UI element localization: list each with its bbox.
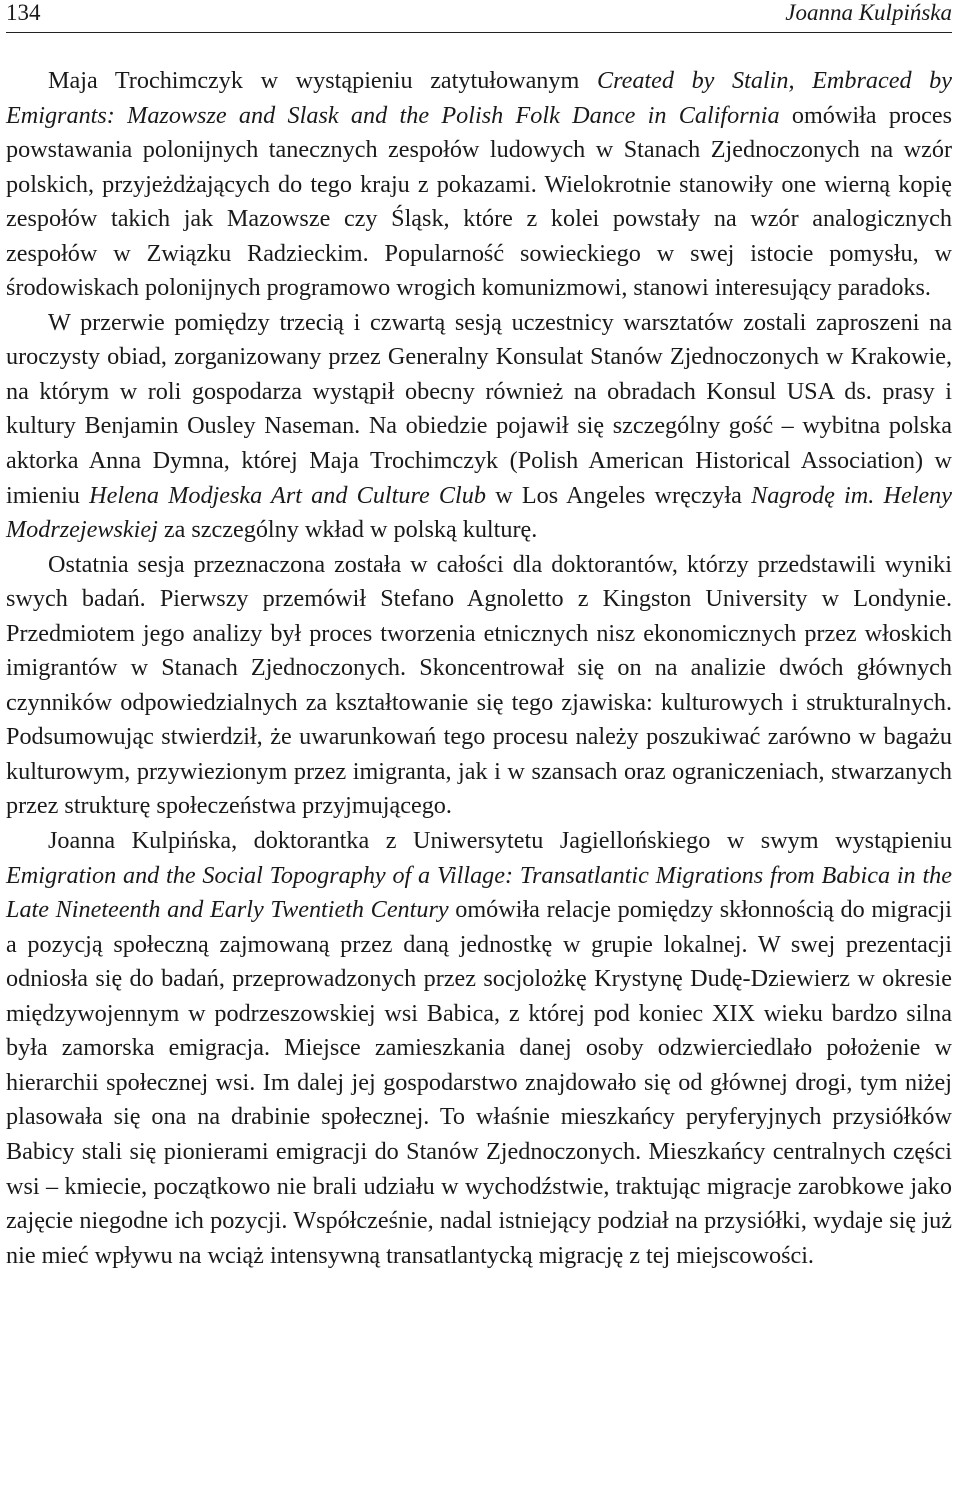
text-run-italic: Created by Stalin, Embraced by Emigrants: Mazowsze and Slask and the Polish Folk Dance in California [6,67,952,129]
text-run: Ostatnia sesja przeznaczona została w całości dla doktorantów, którzy przedstawili wyniki swych badań. Pierwszy przemówił Stefano Agnoletto z Kingston University w Londynie. Przedmiotem jego analizy był proces tworzenia etnicznych nisz ekonomicznych przez włoskich imigrantów w Stanach Zjednoczonych. Skoncentrował się on na analizie dwóch głównych czynników odpowiedzialnych za kształtowanie się tego zjawiska: kulturowych i strukturalnych. Podsumowując stwierdził, że uwarunkowań tego procesu należy poszukiwać zarówno w bagażu kulturowym, przywiezionym przez imigranta, jak i w szansach oraz ograniczeniach, stwarzanych przez strukturę społeczeństwa przyjmującego. [6,550,952,820]
paragraph-final-session [6,548,952,824]
body-text [6,64,952,1273]
page-number: 134 [6,0,41,25]
text-run-italic: Helena Modjeska Art and Culture Club [89,481,486,509]
paragraph-babica-migration [6,824,952,1273]
text-run-italic: Nagrodę im. Heleny Modrzejewskiej [6,481,952,544]
running-header [6,0,952,33]
paragraph-consulate-dinner [6,306,952,548]
text-run-italic: Emigration and the Social Topography of a Village: Transatlantic Migrations from Babica in the Late Nineteenth and Early Twentieth Century [6,861,952,924]
text-run: Joanna Kulpińska, doktorantka z Uniwersytetu Jagiellońskiego w swym wystąpieniu [48,827,952,855]
text-run: Maja Trochimczyk w wystąpieniu zatytułowanym [48,67,597,94]
text-run: W przerwie pomiędzy trzecią i czwartą sesją uczestnicy warsztatów zostali zaproszeni na uroczysty obiad, zorganizowany przez Generalny Konsulat Stanów Zjednoczonych w Krakowie, na którym w roli gospodarza wystąpił obecny również na obradach Konsul USA ds. prasy i kultury Benjamin Ousley Naseman. Na obiedzie pojawił się szczególny gość – wybitna polska aktorka Anna Dymna, której Maja Trochimczyk (Polish American Historical Association) w imieniu [6,308,952,509]
text-run: za szczególny wkład w polską kulturę. [157,516,538,544]
paragraph-folk-dance [6,64,952,306]
running-header-author: Joanna Kulpińska [785,0,952,25]
text-run: w Los Angeles wręczyła [485,481,752,509]
text-run: omówiła proces powstawania polonijnych tanecznych zespołów ludowych w Stanach Zjednoczonych na wzór polskich, przyjeżdżających do tego kraju z pokazami. Wielokrotnie stanowiły one wierną kopię zespołów takich jak Mazowsze czy Śląsk, które z kolei powstały na wzór analogicznych zespołów w Związku Radzieckim. Popularność sowieckiego w swej istocie pomysłu, w środowiskach polonijnych programowo wrogich komunizmowi, stanowi interesujący paradoks. [6,101,952,302]
text-run: omówiła relacje pomiędzy skłonnością do migracji a pozycją społeczną zajmowaną przez daną jednostkę w grupie lokalnej. W swej prezentacji odniosła się do badań, przeprowadzonych przez socjolożkę Krystynę Dudę-Dziewierz w okresie międzywojennym w podrzeszowskiej wsi Babica, z której pod koniec XIX wieku bardzo silna była zamorska emigracja. Miejsce zamieszkania danej osoby odzwierciedlało położenie w hierarchii społecznej wsi. Im dalej jej gospodarstwo znajdowało się od głównej drogi, tym niżej plasowała się ona na drabinie społecznej. To właśnie mieszkańcy peryferyjnych przysiółków Babicy stali się pionierami emigracji do Stanów Zjednoczonych. Mieszkańcy centralnych części wsi – kmiecie, początkowo nie brali udziału w wychodźstwie, traktując migracje zarobkowe jako zajęcie niegodne ich pozycji. Współcześnie, nadal istniejący podział na przysiółki, wydaje się już nie mieć wpływu na wciąż intensywną transatlantycką migrację z tej miejscowości. [6,896,952,1269]
